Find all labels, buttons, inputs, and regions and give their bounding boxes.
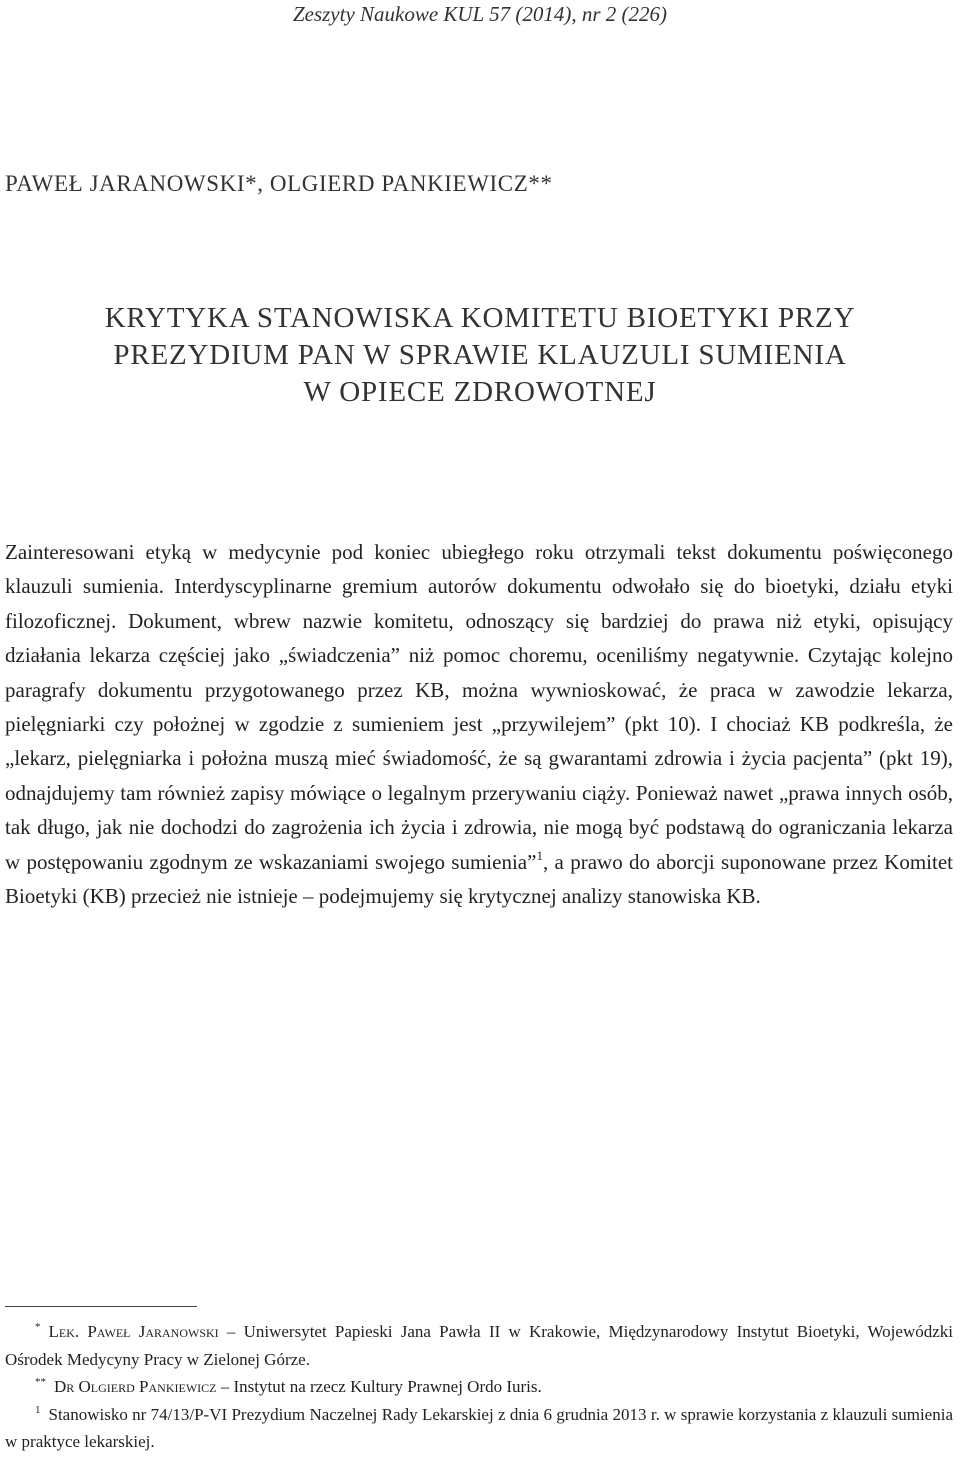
journal-header: Zeszyty Naukowe KUL 57 (2014), nr 2 (226) bbox=[292, 2, 668, 26]
article-title bbox=[0, 300, 960, 411]
title-line-3: W OPIECE ZDROWOTNEJ bbox=[303, 376, 657, 408]
footnote-divider bbox=[5, 1306, 197, 1307]
footnotes bbox=[5, 1318, 953, 1456]
footnote-reference-1[interactable]: 1 bbox=[536, 847, 543, 863]
footnote-1 bbox=[5, 1401, 953, 1456]
footnote-author-1 bbox=[5, 1318, 953, 1373]
footnote-text: Stanowisko nr 74/13/P-VI Prezydium Naczelnej Rady Lekarskiej z dnia 6 grudnia 2013 r. w sprawie korzystania z klauzuli sumienia w praktyce lekarskiej. bbox=[5, 1404, 953, 1451]
title-line-1: KRYTYKA STANOWISKA KOMITETU BIOETYKI PRZY bbox=[104, 302, 856, 334]
footnote-text: – Uniwersytet Papieski Jana Pawła II w Krakowie, Międzynarodowy Instytut Bioetyki, Wojewódzki Ośrodek Medycyny Pracy w Zielonej Górze. bbox=[5, 1322, 953, 1369]
footnote-mark: * bbox=[35, 1321, 41, 1333]
abstract-paragraph bbox=[5, 535, 953, 913]
footnote-author-name: Lek. Paweł Jaranowski bbox=[48, 1322, 219, 1341]
footnote-mark: ** bbox=[35, 1376, 46, 1388]
authors-line: PAWEŁ JARANOWSKI*, OLGIERD PANKIEWICZ** bbox=[5, 171, 553, 196]
footnote-author-name: Dr Olgierd Pankiewicz bbox=[54, 1377, 217, 1396]
footnote-mark: 1 bbox=[35, 1403, 41, 1416]
footnote-text: – Instytut na rzecz Kultury Prawnej Ordo Iuris. bbox=[216, 1377, 542, 1396]
title-line-2: PREZYDIUM PAN W SPRAWIE KLAUZULI SUMIENIA bbox=[113, 339, 847, 371]
footnote-author-2 bbox=[5, 1373, 953, 1401]
abstract-text-part1: Zainteresowani etyką w medycynie pod koniec ubiegłego roku otrzymali tekst dokumentu poświęconego klauzuli sumienia. Interdyscyplinarne gremium autorów dokumentu odwołało się do bioetyki, działu etyki filozoficznej. Dokument, wbrew nazwie komitetu, odnoszący się bardziej do prawa niż etyki, opisujący działania lekarza częściej jako „świadczenia” niż pomoc choremu, oceniliśmy negatywnie. Czytając kolejno paragrafy dokumentu przygotowanego przez KB, można wywnioskować, że praca w zawodzie lekarza, pielęgniarki czy położnej w zgodzie z sumieniem jest „przywilejem” (pkt 10). I chociaż KB podkreśla, że „lekarz, pielęgniarka i położna muszą mieć świadomość, że są gwarantami zdrowia i życia pacjenta” (pkt 19), odnajdujemy tam również zapisy mówiące o legalnym przerywaniu ciąży. Ponieważ nawet „prawa innych osób, tak długo, jak nie dochodzi do zagrożenia ich życia i zdrowia, nie mogą być podstawą do ograniczania lekarza w postępowaniu zgodnym ze wskazaniami swojego sumienia” bbox=[5, 540, 953, 874]
abstract-text-part2: , a prawo do aborcji suponowane przez Komitet Bioetyki (KB) przecież nie istnieje – podejmujemy się krytycznej analizy stanowiska KB. bbox=[5, 849, 953, 909]
